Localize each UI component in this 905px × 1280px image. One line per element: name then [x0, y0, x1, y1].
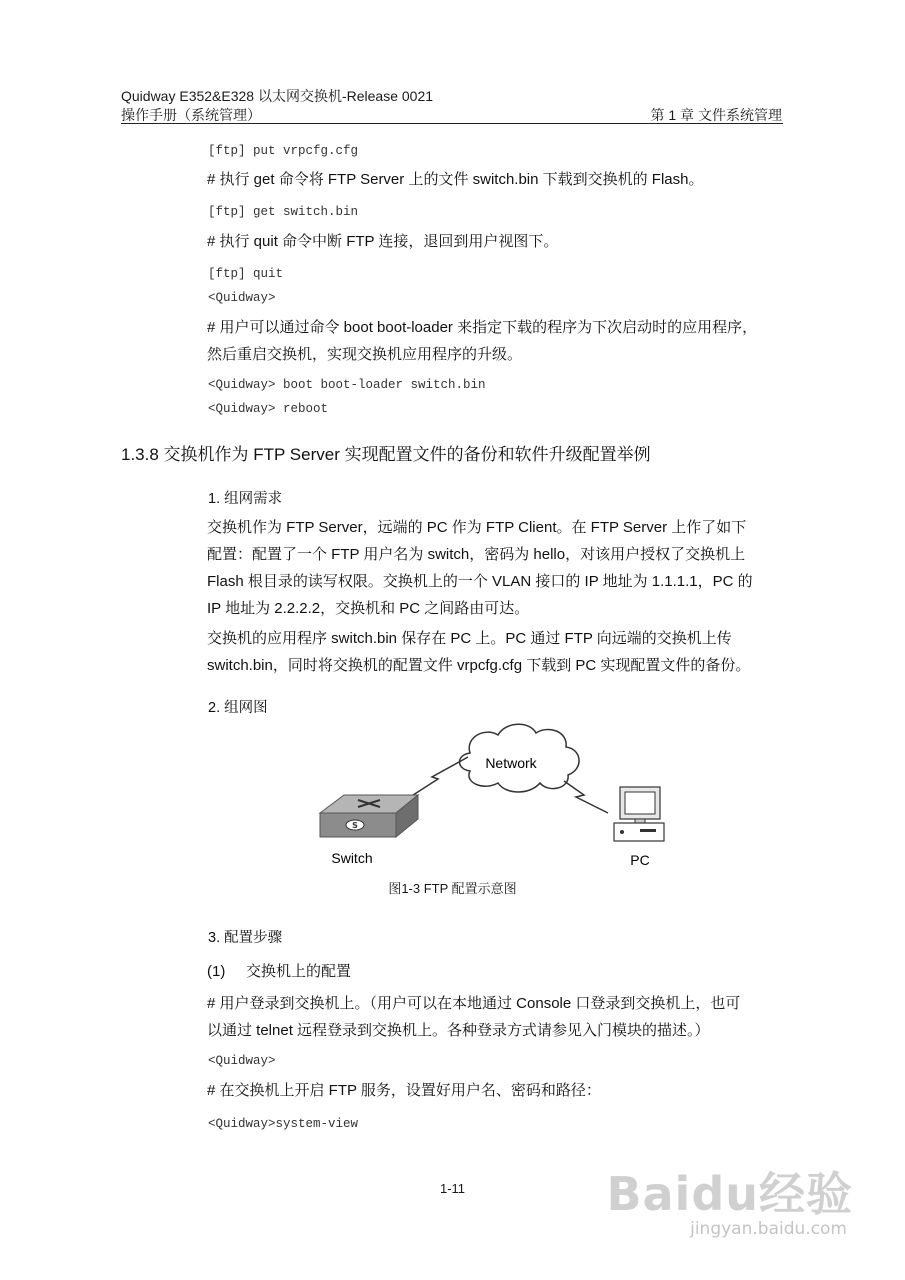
subheading-requirements: 1. 组网需求 [208, 491, 283, 507]
paragraph: # 用户登录到交换机上。（用户可以在本地通过 Console 口登录到交换机上，也可 [207, 995, 741, 1012]
header-chapter: 第 1 章 文件系统管理 [650, 107, 782, 123]
step-number: (1) [207, 963, 226, 980]
header-title: Quidway E352&E328 以太网交换机-Release 0021 [121, 88, 434, 104]
subheading-steps: 3. 配置步骤 [208, 930, 283, 946]
switch-label: Switch [331, 850, 373, 866]
svg-text:S: S [352, 821, 358, 830]
switch-icon [320, 795, 418, 837]
code-line: <Quidway> reboot [208, 402, 329, 416]
paragraph: # 执行 get 命令将 FTP Server 上的文件 switch.bin 下载到交换机的 Flash。 [207, 171, 704, 188]
baidu-watermark-logo: Baidu经验 [606, 1167, 853, 1221]
paragraph: IP 地址为 2.2.2.2，交换机和 PC 之间路由可达。 [207, 600, 530, 617]
code-line: <Quidway> [208, 291, 276, 305]
pc-icon [614, 787, 664, 841]
step-title: 交换机上的配置 [246, 963, 352, 980]
paragraph: # 用户可以通过命令 boot boot-loader 来指定下载的程序为下次启动时的应用程序， [207, 319, 758, 336]
paragraph: 然后重启交换机，实现交换机应用程序的升级。 [207, 346, 523, 363]
code-line: <Quidway> boot boot-loader switch.bin [208, 378, 486, 392]
link-network-pc [564, 781, 608, 813]
subheading-diagram: 2. 组网图 [208, 700, 268, 716]
pc-label: PC [630, 852, 650, 868]
network-diagram [300, 715, 700, 875]
paragraph: 交换机的应用程序 switch.bin 保存在 PC 上。PC 通过 FTP 向远端的交换机上传 [207, 630, 732, 647]
section-heading: 1.3.8 交换机作为 FTP Server 实现配置文件的备份和软件升级配置举例 [121, 445, 651, 464]
paragraph: # 执行 quit 命令中断 FTP 连接，退回到用户视图下。 [207, 233, 559, 250]
baidu-watermark-url: jingyan.baidu.com [690, 1219, 847, 1239]
paragraph: switch.bin，同时将交换机的配置文件 vrpcfg.cfg 下载到 PC 实现配置文件的备份。 [207, 657, 751, 674]
figure-caption: 图1-3 FTP 配置示意图 [388, 881, 517, 896]
paragraph: Flash 根目录的读写权限。交换机上的一个 VLAN 接口的 IP 地址为 1.1.1.1，PC 的 [207, 573, 753, 590]
paragraph: 交换机作为 FTP Server，远端的 PC 作为 FTP Client。在 FTP Server 上作了如下 [207, 519, 747, 536]
page-number: 1-11 [439, 1181, 466, 1196]
paragraph: 配置：配置了一个 FTP 用户名为 switch，密码为 hello，对该用户授权了交换机上 [207, 546, 746, 563]
code-line: <Quidway> [208, 1054, 276, 1068]
code-line: <Quidway>system-view [208, 1117, 359, 1131]
code-line: [ftp] quit [208, 267, 284, 281]
header-subtitle: 操作手册（系统管理） [121, 107, 261, 123]
code-line: [ftp] get switch.bin [208, 205, 359, 219]
network-label: Network [485, 755, 537, 771]
header-divider [121, 123, 783, 124]
paragraph: # 在交换机上开启 FTP 服务，设置好用户名、密码和路径： [207, 1082, 601, 1099]
paragraph: 以通过 telnet 远程登录到交换机上。各种登录方式请参见入门模块的描述。） [207, 1022, 710, 1039]
code-line: [ftp] put vrpcfg.cfg [208, 144, 359, 158]
